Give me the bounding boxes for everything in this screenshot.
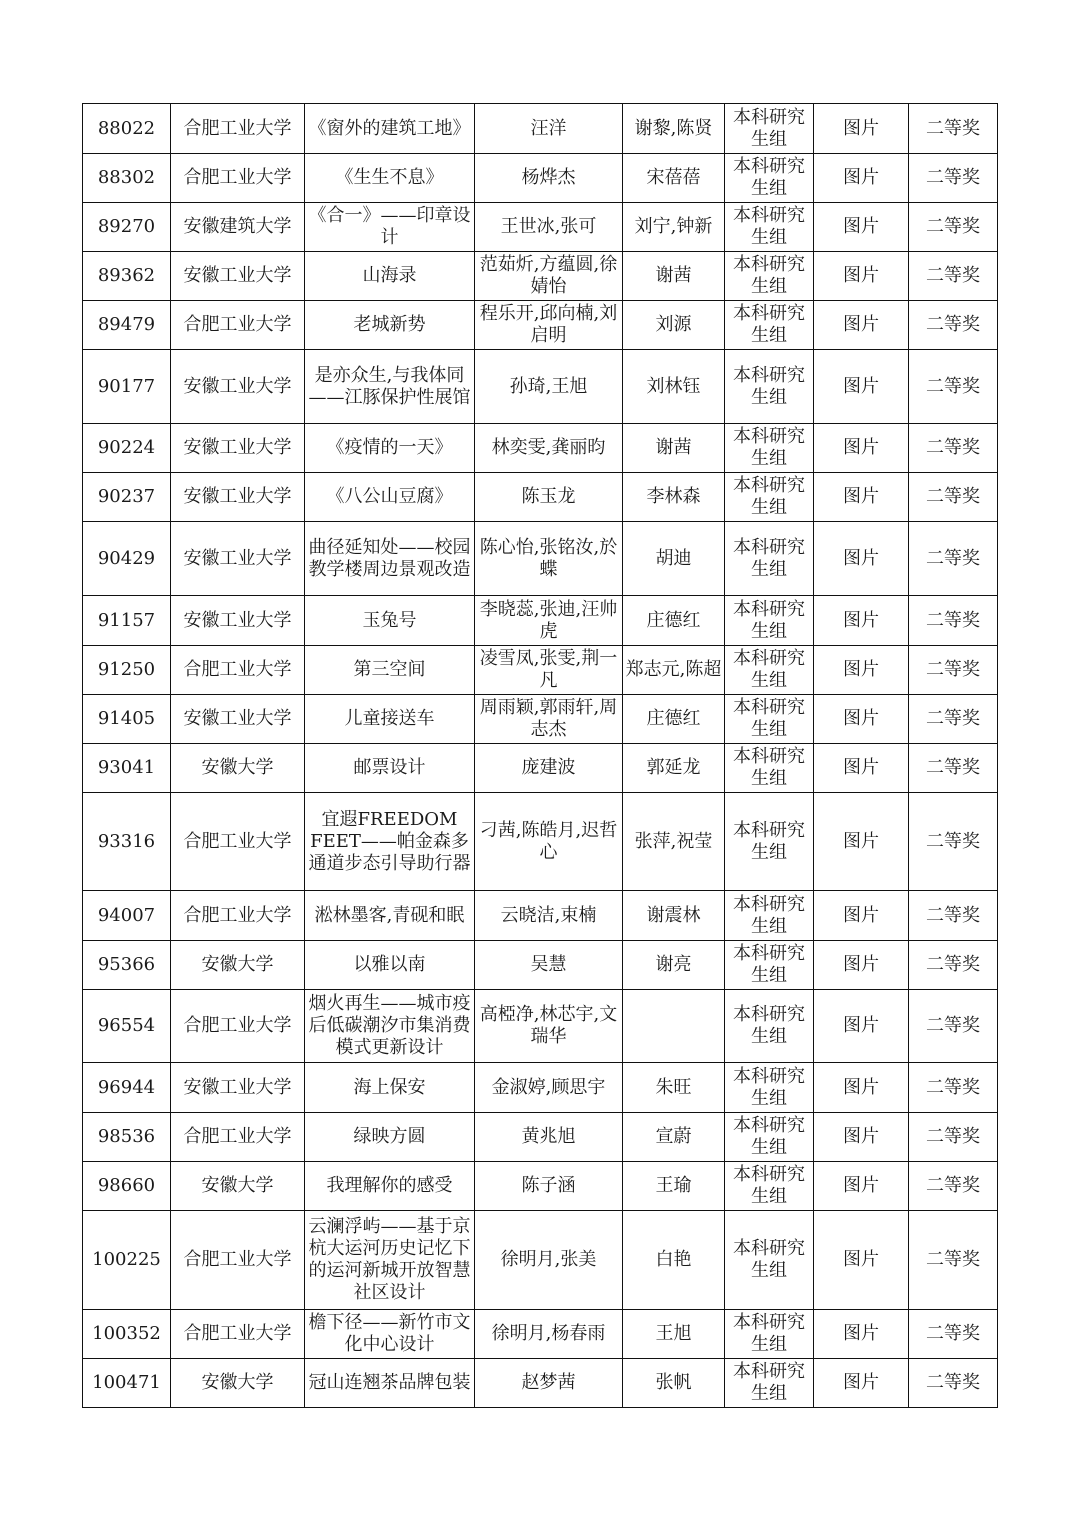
authors-cell: 徐明月,张美 <box>475 1211 623 1310</box>
entry-group-cell: 本科研究生组 <box>725 695 814 744</box>
table-row <box>83 646 998 695</box>
table-row <box>83 104 998 154</box>
entry-id-cell: 88302 <box>83 154 171 203</box>
school-name-cell: 安徽大学 <box>171 941 305 990</box>
work-title-cell: 海上保安 <box>305 1063 475 1113</box>
award-level-cell: 二等奖 <box>909 203 998 252</box>
entry-group-cell: 本科研究生组 <box>725 424 814 473</box>
authors-cell: 程乐开,邱向楠,刘启明 <box>475 301 623 350</box>
school-name-cell: 安徽工业大学 <box>171 1063 305 1113</box>
work-type-cell: 图片 <box>814 793 909 891</box>
school-name-cell: 合肥工业大学 <box>171 301 305 350</box>
award-level-cell: 二等奖 <box>909 154 998 203</box>
award-level-cell: 二等奖 <box>909 1359 998 1408</box>
school-name-cell: 合肥工业大学 <box>171 646 305 695</box>
entry-group-cell: 本科研究生组 <box>725 1162 814 1211</box>
authors-cell: 高椏净,林芯宇,文瑞华 <box>475 990 623 1063</box>
work-title-cell: 儿童接送车 <box>305 695 475 744</box>
school-name-cell: 合肥工业大学 <box>171 1211 305 1310</box>
table-row <box>83 1162 998 1211</box>
work-type-cell: 图片 <box>814 104 909 154</box>
advisors-cell: 宋蓓蓓 <box>623 154 725 203</box>
school-name-cell: 合肥工业大学 <box>171 990 305 1063</box>
advisors-cell: 谢茜 <box>623 252 725 301</box>
school-name-cell: 安徽工业大学 <box>171 350 305 424</box>
table-row <box>83 1310 998 1359</box>
award-level-cell: 二等奖 <box>909 941 998 990</box>
work-type-cell: 图片 <box>814 203 909 252</box>
work-title-cell: 绿映方圆 <box>305 1113 475 1162</box>
school-name-cell: 合肥工业大学 <box>171 793 305 891</box>
work-type-cell: 图片 <box>814 301 909 350</box>
school-name-cell: 合肥工业大学 <box>171 1113 305 1162</box>
entry-group-cell: 本科研究生组 <box>725 793 814 891</box>
entry-group-cell: 本科研究生组 <box>725 744 814 793</box>
authors-cell: 陈心怡,张铭汝,於蝶 <box>475 522 623 596</box>
authors-cell: 周雨颖,郭雨轩,周志杰 <box>475 695 623 744</box>
work-type-cell: 图片 <box>814 1162 909 1211</box>
authors-cell: 陈玉龙 <box>475 473 623 522</box>
work-type-cell: 图片 <box>814 891 909 941</box>
award-level-cell: 二等奖 <box>909 350 998 424</box>
award-level-cell: 二等奖 <box>909 596 998 646</box>
table-row <box>83 154 998 203</box>
entry-group-cell: 本科研究生组 <box>725 596 814 646</box>
work-type-cell: 图片 <box>814 522 909 596</box>
advisors-cell: 谢震林 <box>623 891 725 941</box>
advisors-cell: 谢黎,陈贤 <box>623 104 725 154</box>
school-name-cell: 安徽大学 <box>171 1162 305 1211</box>
entry-group-cell: 本科研究生组 <box>725 104 814 154</box>
work-title-cell: 玉兔号 <box>305 596 475 646</box>
entry-group-cell: 本科研究生组 <box>725 350 814 424</box>
table-row <box>83 424 998 473</box>
award-level-cell: 二等奖 <box>909 744 998 793</box>
advisors-cell: 王瑜 <box>623 1162 725 1211</box>
table-row <box>83 1211 998 1310</box>
advisors-cell: 庄德红 <box>623 695 725 744</box>
authors-cell: 李晓蕊,张迪,汪帅虎 <box>475 596 623 646</box>
work-type-cell: 图片 <box>814 695 909 744</box>
authors-cell: 吴慧 <box>475 941 623 990</box>
entry-group-cell: 本科研究生组 <box>725 941 814 990</box>
entry-group-cell: 本科研究生组 <box>725 891 814 941</box>
award-level-cell: 二等奖 <box>909 793 998 891</box>
entry-group-cell: 本科研究生组 <box>725 522 814 596</box>
entry-id-cell: 96554 <box>83 990 171 1063</box>
entry-group-cell: 本科研究生组 <box>725 1359 814 1408</box>
authors-cell: 徐明月,杨春雨 <box>475 1310 623 1359</box>
award-level-cell: 二等奖 <box>909 1063 998 1113</box>
authors-cell: 赵梦茜 <box>475 1359 623 1408</box>
table-row <box>83 990 998 1063</box>
advisors-cell: 郭延龙 <box>623 744 725 793</box>
entry-id-cell: 90237 <box>83 473 171 522</box>
work-title-cell: 是亦众生,与我体同——江豚保护性展馆 <box>305 350 475 424</box>
work-title-cell: 曲径延知处——校园教学楼周边景观改造 <box>305 522 475 596</box>
entry-group-cell: 本科研究生组 <box>725 990 814 1063</box>
entry-id-cell: 89362 <box>83 252 171 301</box>
school-name-cell: 安徽工业大学 <box>171 252 305 301</box>
advisors-cell: 刘源 <box>623 301 725 350</box>
advisors-cell: 谢茜 <box>623 424 725 473</box>
school-name-cell: 合肥工业大学 <box>171 1310 305 1359</box>
advisors-cell: 庄德红 <box>623 596 725 646</box>
work-type-cell: 图片 <box>814 1113 909 1162</box>
work-title-cell: 第三空间 <box>305 646 475 695</box>
work-type-cell: 图片 <box>814 252 909 301</box>
award-level-cell: 二等奖 <box>909 301 998 350</box>
school-name-cell: 安徽工业大学 <box>171 424 305 473</box>
authors-cell: 林奕雯,龚丽昀 <box>475 424 623 473</box>
table-row <box>83 941 998 990</box>
school-name-cell: 安徽大学 <box>171 744 305 793</box>
advisors-cell: 王旭 <box>623 1310 725 1359</box>
entry-id-cell: 94007 <box>83 891 171 941</box>
work-title-cell: 《八公山豆腐》 <box>305 473 475 522</box>
work-title-cell: 《窗外的建筑工地》 <box>305 104 475 154</box>
entry-id-cell: 98536 <box>83 1113 171 1162</box>
work-type-cell: 图片 <box>814 646 909 695</box>
authors-cell: 黄兆旭 <box>475 1113 623 1162</box>
entry-id-cell: 98660 <box>83 1162 171 1211</box>
school-name-cell: 安徽工业大学 <box>171 596 305 646</box>
work-type-cell: 图片 <box>814 744 909 793</box>
entry-group-cell: 本科研究生组 <box>725 646 814 695</box>
entry-group-cell: 本科研究生组 <box>725 1211 814 1310</box>
authors-cell: 凌雪凤,张雯,荆一凡 <box>475 646 623 695</box>
work-title-cell: 云澜浮屿——基于京杭大运河历史记忆下的运河新城开放智慧社区设计 <box>305 1211 475 1310</box>
authors-cell: 王世冰,张可 <box>475 203 623 252</box>
work-title-cell: 烟火再生——城市疫后低碳潮汐市集消费模式更新设计 <box>305 990 475 1063</box>
entry-id-cell: 90177 <box>83 350 171 424</box>
advisors-cell: 张帆 <box>623 1359 725 1408</box>
advisors-cell: 胡迪 <box>623 522 725 596</box>
work-title-cell: 我理解你的感受 <box>305 1162 475 1211</box>
authors-cell: 杨烨杰 <box>475 154 623 203</box>
entry-id-cell: 91405 <box>83 695 171 744</box>
authors-cell: 孙琦,王旭 <box>475 350 623 424</box>
work-title-cell: 《生生不息》 <box>305 154 475 203</box>
table-body <box>83 104 998 1408</box>
school-name-cell: 合肥工业大学 <box>171 104 305 154</box>
award-level-cell: 二等奖 <box>909 1211 998 1310</box>
school-name-cell: 安徽工业大学 <box>171 473 305 522</box>
advisors-cell: 谢亮 <box>623 941 725 990</box>
school-name-cell: 安徽工业大学 <box>171 522 305 596</box>
entry-id-cell: 100471 <box>83 1359 171 1408</box>
work-title-cell: 邮票设计 <box>305 744 475 793</box>
entry-group-cell: 本科研究生组 <box>725 301 814 350</box>
advisors-cell: 郑志元,陈超 <box>623 646 725 695</box>
work-type-cell: 图片 <box>814 154 909 203</box>
table-row <box>83 522 998 596</box>
award-level-cell: 二等奖 <box>909 891 998 941</box>
authors-cell: 陈子涵 <box>475 1162 623 1211</box>
entry-id-cell: 89479 <box>83 301 171 350</box>
entry-group-cell: 本科研究生组 <box>725 1063 814 1113</box>
authors-cell: 汪洋 <box>475 104 623 154</box>
entry-id-cell: 91250 <box>83 646 171 695</box>
work-type-cell: 图片 <box>814 990 909 1063</box>
entry-id-cell: 96944 <box>83 1063 171 1113</box>
table-row <box>83 891 998 941</box>
advisors-cell <box>623 990 725 1063</box>
table-row <box>83 1063 998 1113</box>
work-title-cell: 老城新势 <box>305 301 475 350</box>
award-level-cell: 二等奖 <box>909 473 998 522</box>
school-name-cell: 安徽大学 <box>171 1359 305 1408</box>
advisors-cell: 朱旺 <box>623 1063 725 1113</box>
entry-group-cell: 本科研究生组 <box>725 473 814 522</box>
work-title-cell: 檐下径——新竹市文化中心设计 <box>305 1310 475 1359</box>
advisors-cell: 刘宁,钟新 <box>623 203 725 252</box>
work-type-cell: 图片 <box>814 1310 909 1359</box>
award-level-cell: 二等奖 <box>909 424 998 473</box>
work-type-cell: 图片 <box>814 1359 909 1408</box>
work-type-cell: 图片 <box>814 1063 909 1113</box>
table-row <box>83 596 998 646</box>
table-row <box>83 252 998 301</box>
entry-id-cell: 93316 <box>83 793 171 891</box>
table-row <box>83 203 998 252</box>
authors-cell: 范茹炘,方蕴圆,徐婧怡 <box>475 252 623 301</box>
award-level-cell: 二等奖 <box>909 646 998 695</box>
award-level-cell: 二等奖 <box>909 1113 998 1162</box>
entry-id-cell: 95366 <box>83 941 171 990</box>
table-row <box>83 473 998 522</box>
work-type-cell: 图片 <box>814 596 909 646</box>
entry-group-cell: 本科研究生组 <box>725 154 814 203</box>
work-type-cell: 图片 <box>814 473 909 522</box>
entry-group-cell: 本科研究生组 <box>725 1113 814 1162</box>
advisors-cell: 李林森 <box>623 473 725 522</box>
school-name-cell: 合肥工业大学 <box>171 154 305 203</box>
entry-id-cell: 100225 <box>83 1211 171 1310</box>
award-level-cell: 二等奖 <box>909 1310 998 1359</box>
table-row <box>83 301 998 350</box>
entry-group-cell: 本科研究生组 <box>725 252 814 301</box>
work-title-cell: 宜遐FREEDOM FEET——帕金森多通道步态引导助行器 <box>305 793 475 891</box>
authors-cell: 刁茜,陈皓月,迟哲心 <box>475 793 623 891</box>
work-title-cell: 山海录 <box>305 252 475 301</box>
entry-id-cell: 89270 <box>83 203 171 252</box>
advisors-cell: 宣蔚 <box>623 1113 725 1162</box>
work-type-cell: 图片 <box>814 350 909 424</box>
work-title-cell: 淞林墨客,青砚和眠 <box>305 891 475 941</box>
work-type-cell: 图片 <box>814 941 909 990</box>
table-row <box>83 744 998 793</box>
entry-id-cell: 91157 <box>83 596 171 646</box>
work-title-cell: 《疫情的一天》 <box>305 424 475 473</box>
entry-group-cell: 本科研究生组 <box>725 1310 814 1359</box>
entry-id-cell: 88022 <box>83 104 171 154</box>
awards-table <box>82 103 998 1408</box>
school-name-cell: 安徽建筑大学 <box>171 203 305 252</box>
authors-cell: 金淑婷,顾思宇 <box>475 1063 623 1113</box>
award-level-cell: 二等奖 <box>909 522 998 596</box>
entry-id-cell: 93041 <box>83 744 171 793</box>
entry-id-cell: 90429 <box>83 522 171 596</box>
school-name-cell: 合肥工业大学 <box>171 891 305 941</box>
authors-cell: 云晓洁,束楠 <box>475 891 623 941</box>
work-title-cell: 《合一》——印章设计 <box>305 203 475 252</box>
work-type-cell: 图片 <box>814 1211 909 1310</box>
award-level-cell: 二等奖 <box>909 990 998 1063</box>
work-title-cell: 冠山连翘茶品牌包装 <box>305 1359 475 1408</box>
entry-id-cell: 100352 <box>83 1310 171 1359</box>
entry-id-cell: 90224 <box>83 424 171 473</box>
advisors-cell: 白艳 <box>623 1211 725 1310</box>
award-level-cell: 二等奖 <box>909 1162 998 1211</box>
award-level-cell: 二等奖 <box>909 695 998 744</box>
advisors-cell: 张萍,祝莹 <box>623 793 725 891</box>
authors-cell: 庞建波 <box>475 744 623 793</box>
advisors-cell: 刘林钰 <box>623 350 725 424</box>
award-level-cell: 二等奖 <box>909 104 998 154</box>
table-row <box>83 350 998 424</box>
entry-group-cell: 本科研究生组 <box>725 203 814 252</box>
table-row <box>83 695 998 744</box>
work-type-cell: 图片 <box>814 424 909 473</box>
table-row <box>83 1359 998 1408</box>
table-row <box>83 1113 998 1162</box>
award-level-cell: 二等奖 <box>909 252 998 301</box>
table-row <box>83 793 998 891</box>
work-title-cell: 以雅以南 <box>305 941 475 990</box>
school-name-cell: 安徽工业大学 <box>171 695 305 744</box>
